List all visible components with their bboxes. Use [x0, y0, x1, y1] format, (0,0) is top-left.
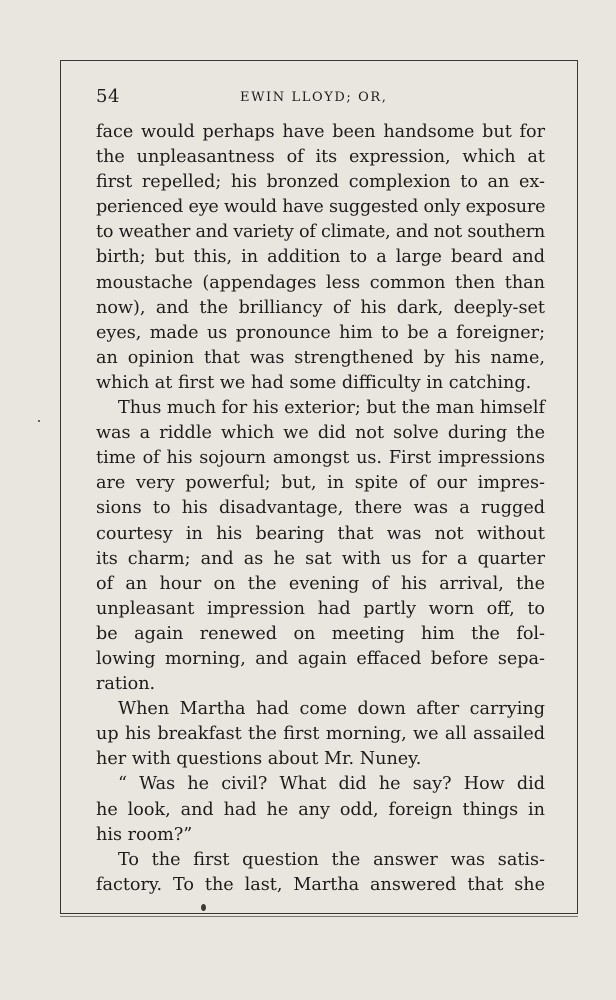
text-line: was a riddle which we did not solve during the [96, 423, 545, 444]
text-line: the unpleasantness of its expression, which at [96, 147, 545, 168]
text-line: moustache (appendages less common then than [96, 272, 545, 293]
text-line: birth; but this, in addition to a large beard and [96, 247, 545, 268]
text-line: factory. To the last, Martha answered that she [96, 874, 545, 895]
text-line: which at first we had some difficulty in catching. [96, 372, 532, 393]
text-line: first repelled; his bronzed complexion to an ex- [96, 172, 545, 193]
text-line: courtesy in his bearing that was not without [96, 523, 545, 544]
text-line: sions to his disadvantage, there was a rugged [96, 498, 545, 519]
text-line: “ Was he civil? What did he say? How did [118, 774, 545, 795]
text-line: its charm; and as he sat with us for a quarter [96, 548, 545, 569]
text-line: unpleasant impression had partly worn off, to [96, 598, 545, 619]
text-line: up his breakfast the first morning, we all assailed [96, 724, 545, 745]
text-line: he look, and had he any odd, foreign things in [96, 799, 545, 820]
text-line: now), and the brilliancy of his dark, deeply-set [96, 297, 545, 318]
page-border-bottom-rule [60, 916, 578, 917]
text-line: her with questions about Mr. Nuney. [96, 749, 422, 770]
running-head: EWIN LLOYD; OR, [240, 90, 388, 105]
text-line: an opinion that was strengthened by his name, [96, 347, 545, 368]
text-line: to weather and variety of climate, and not southern [96, 222, 545, 243]
text-line: face would perhaps have been handsome but for [96, 122, 545, 142]
ink-speck [38, 420, 40, 422]
text-line: lowing morning, and again effaced before sepa- [96, 648, 545, 669]
text-line: eyes, made us pronounce him to be a foreigner; [96, 322, 545, 343]
text-line: be again renewed on meeting him the fol- [96, 623, 545, 644]
text-line: ration. [96, 674, 156, 695]
page-header [96, 86, 544, 112]
text-line: Thus much for his exterior; but the man himself [118, 398, 545, 419]
text-line: his room?” [96, 824, 193, 845]
page-number: 54 [96, 86, 120, 107]
text-line: To the first question the answer was satis- [118, 849, 545, 870]
text-line: When Martha had come down after carrying [118, 699, 545, 720]
text-line: of an hour on the evening of his arrival, the [96, 573, 545, 594]
ink-speck [201, 904, 206, 911]
text-line: perienced eye would have suggested only exposure [96, 197, 546, 218]
text-line: are very powerful; but, in spite of our impres- [96, 473, 545, 494]
text-line: time of his sojourn amongst us. First impressions [96, 448, 545, 469]
body-text [96, 120, 545, 898]
